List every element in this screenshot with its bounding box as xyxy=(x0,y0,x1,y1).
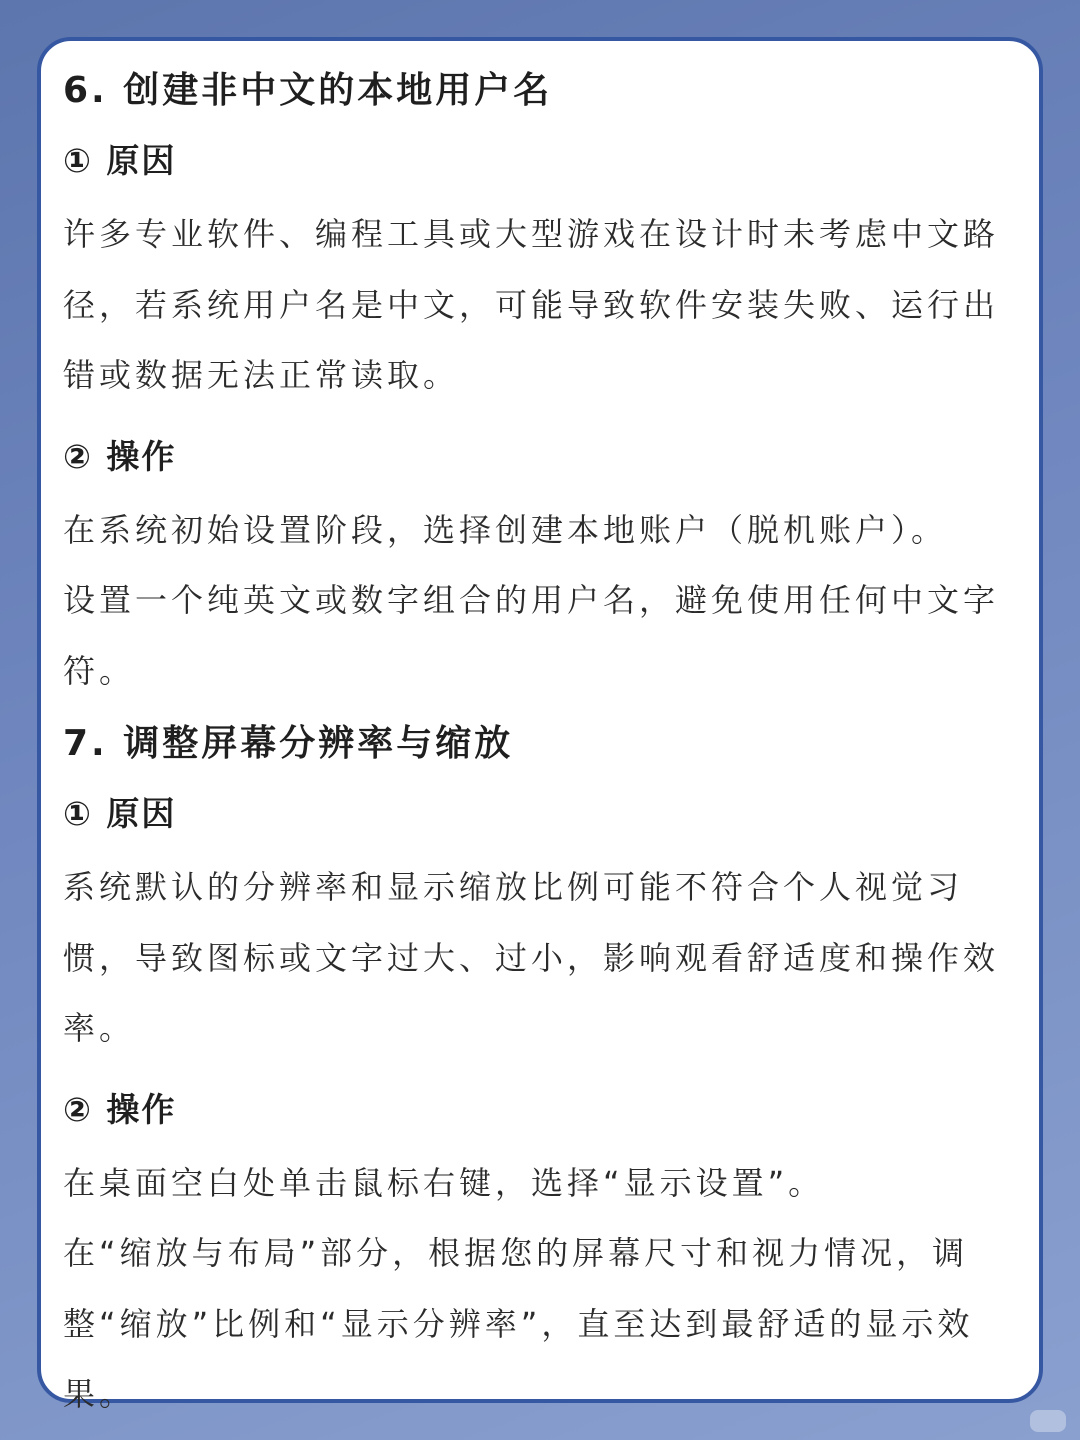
section-7-action-text-2: 在“缩放与布局”部分，根据您的屏幕尺寸和视力情况，调整“缩放”比例和“显示分辨率”，直至达到最舒适的显示效果。 xyxy=(63,1234,974,1413)
content-card xyxy=(37,37,1043,1413)
section-6-reason-text: 许多专业软件、编程工具或大型游戏在设计时未考虑中文路径，若系统用户名是中文，可能导致软件安装失败、运行出错或数据无法正常读取。 xyxy=(63,215,1000,394)
section-6-reason-label: ① 原因 xyxy=(63,141,177,180)
section-7-title: 7. 调整屏幕分辨率与缩放 xyxy=(63,723,514,764)
section-7-reason-text: 系统默认的分辨率和显示缩放比例可能不符合个人视觉习惯，导致图标或文字过大、过小，影响观看舒适度和操作效率。 xyxy=(63,868,1000,1047)
section-6-action-label: ② 操作 xyxy=(63,436,177,476)
section-6-title: 6. 创建非中文的本地用户名 xyxy=(63,70,553,111)
section-6-action-text-2: 设置一个纯英文或数字组合的用户名，避免使用任何中文字符。 xyxy=(63,581,1000,690)
watermark-badge xyxy=(1030,1410,1066,1432)
section-7-action-text-1: 在桌面空白处单击鼠标右键，选择“显示设置”。 xyxy=(63,1163,825,1202)
section-7-action-label: ② 操作 xyxy=(63,1089,177,1129)
section-6-action-text-1: 在系统初始设置阶段，选择创建本地账户（脱机账户）。 xyxy=(63,510,948,549)
section-7-reason-label: ① 原因 xyxy=(63,794,177,833)
